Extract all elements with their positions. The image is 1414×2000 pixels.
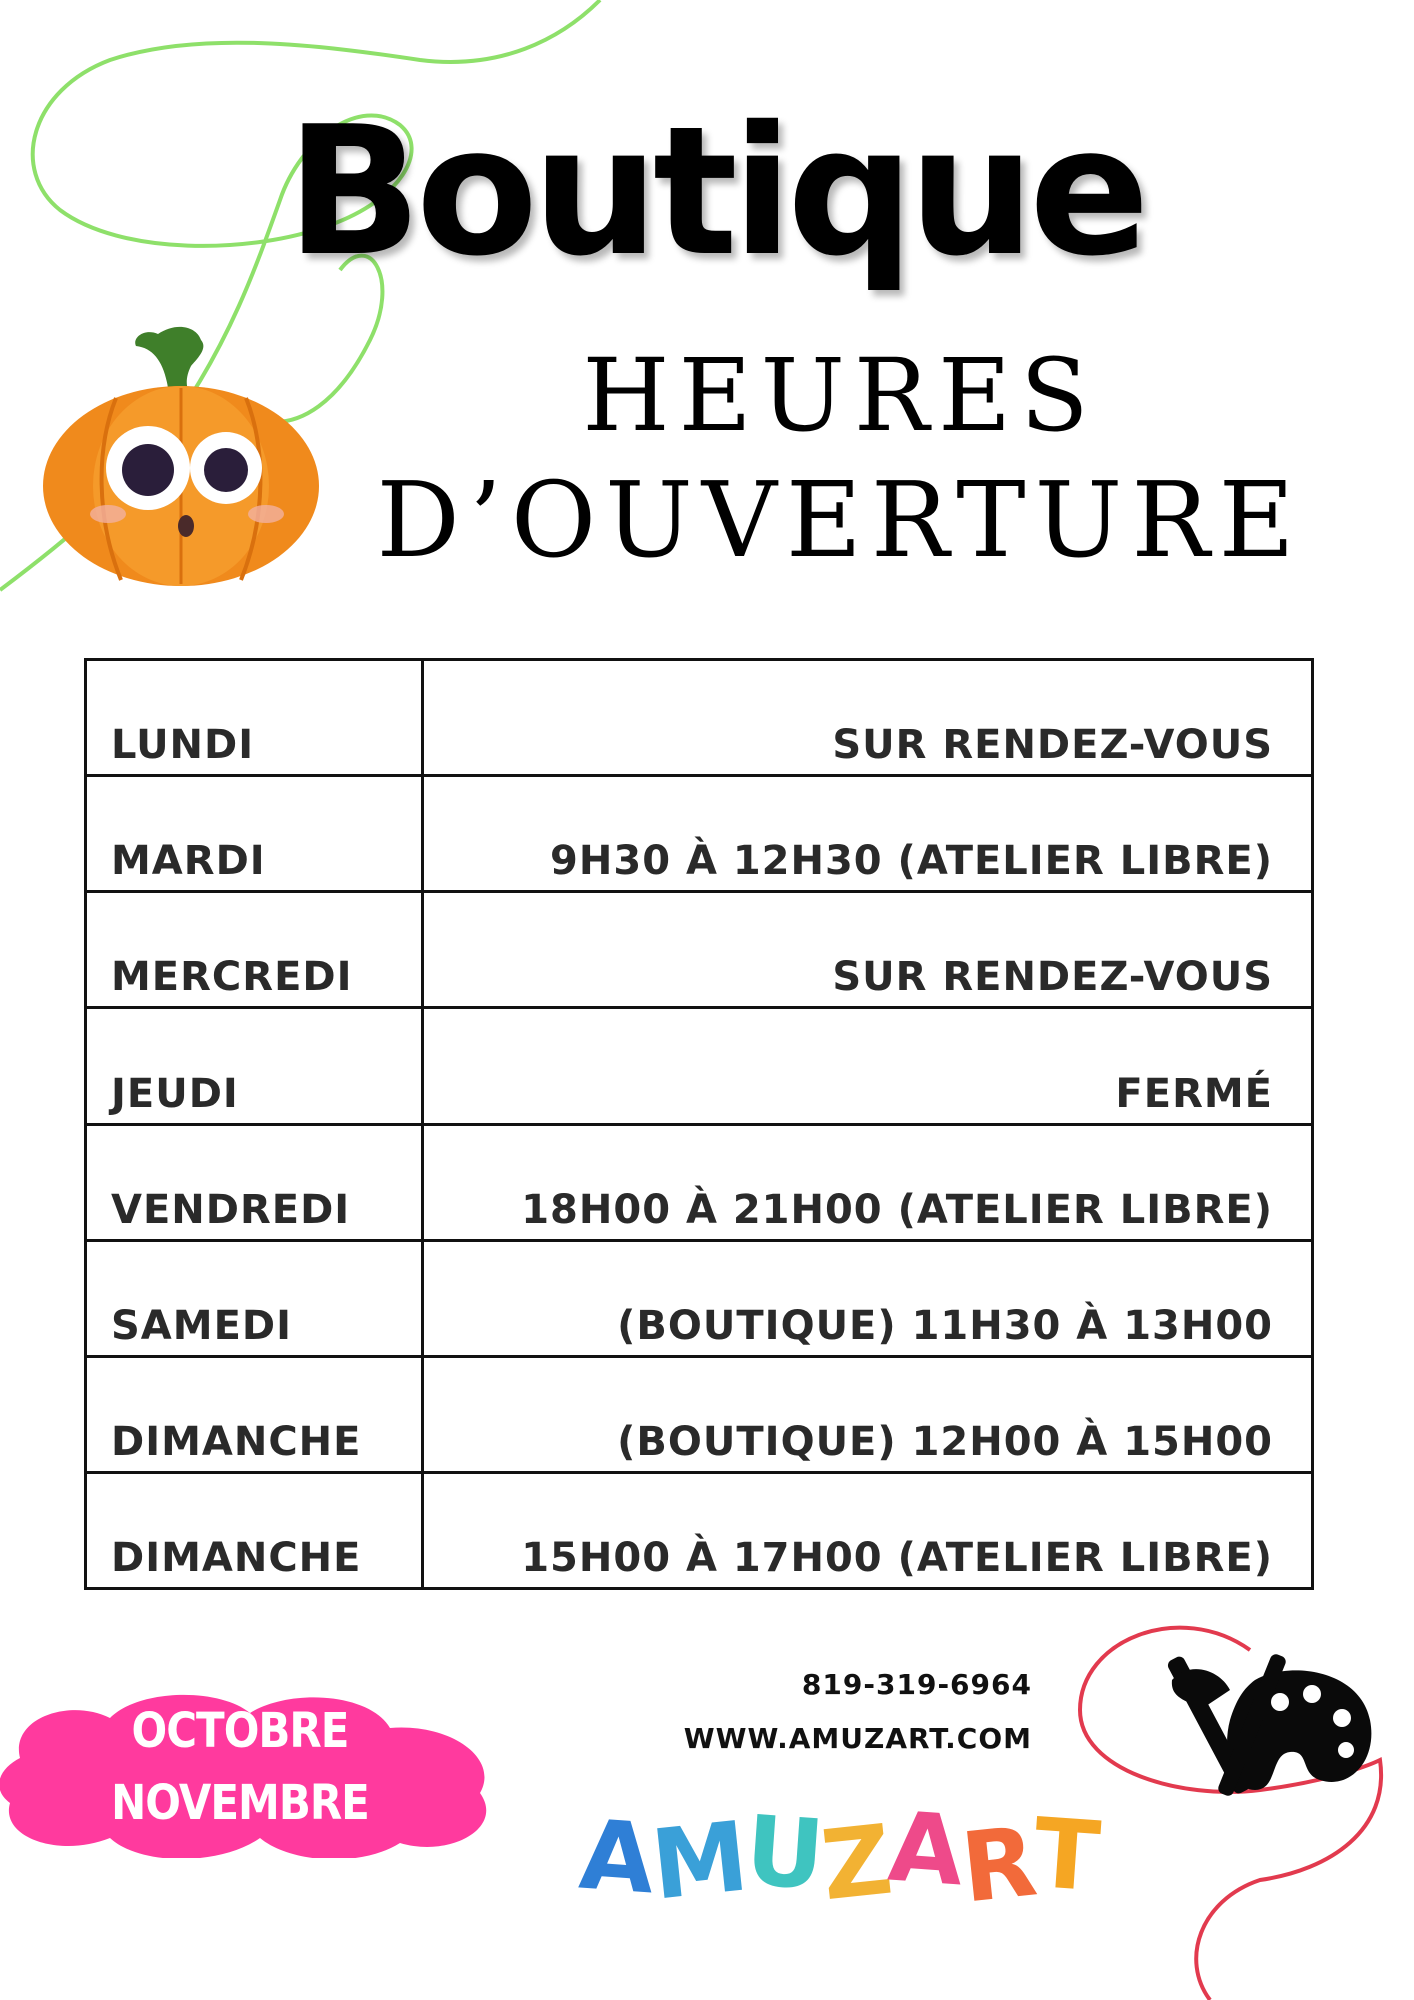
logo-letter: Z	[816, 1803, 896, 1923]
table-row	[86, 1356, 1313, 1472]
table-row	[86, 892, 1313, 1008]
logo-letter: T	[1029, 1796, 1101, 1914]
table-row	[86, 1124, 1313, 1240]
opening-hours-table	[84, 658, 1314, 1590]
table-row	[86, 1472, 1313, 1588]
table-row	[86, 660, 1313, 776]
hours-cell: 18H00 À 21H00 (ATELIER LIBRE)	[423, 1124, 1313, 1240]
month-november: NOVEMBRE	[111, 1774, 369, 1831]
day-cell: VENDREDI	[86, 1124, 423, 1240]
day-cell: DIMANCHE	[86, 1472, 423, 1588]
hours-cell: 9H30 À 12H30 (ATELIER LIBRE)	[423, 776, 1313, 892]
hours-cell: FERMÉ	[423, 1008, 1313, 1124]
page-title: Boutique	[286, 88, 1144, 295]
website-link[interactable]: WWW.AMUZART.COM	[683, 1722, 1032, 1755]
logo-letter: U	[742, 1794, 826, 1912]
palette-brush-icon	[1160, 1640, 1380, 1820]
month-october: OCTOBRE	[131, 1702, 349, 1759]
amuzart-logo	[576, 1790, 1101, 1925]
hours-cell: (BOUTIQUE) 11H30 À 13H00	[423, 1240, 1313, 1356]
table-row	[86, 1240, 1313, 1356]
day-cell: SAMEDI	[86, 1240, 423, 1356]
pumpkin-icon	[36, 318, 326, 590]
logo-letter: A	[885, 1790, 966, 1908]
logo-letter: A	[576, 1798, 657, 1916]
subtitle-line-2: D’OUVERTURE	[376, 459, 1304, 581]
hours-cell: (BOUTIQUE) 12H00 À 15H00	[423, 1356, 1313, 1472]
logo-letter: M	[646, 1800, 752, 1922]
phone-number: 819-319-6964	[801, 1668, 1032, 1701]
hours-cell: SUR RENDEZ-VOUS	[423, 660, 1313, 776]
day-cell: JEUDI	[86, 1008, 423, 1124]
table-row	[86, 776, 1313, 892]
hours-cell: SUR RENDEZ-VOUS	[423, 892, 1313, 1008]
subtitle-line-1: HEURES	[582, 337, 1098, 454]
day-cell: MARDI	[86, 776, 423, 892]
table-row	[86, 1008, 1313, 1124]
day-cell: MERCREDI	[86, 892, 423, 1008]
logo-letter: R	[956, 1805, 1040, 1925]
hours-cell: 15H00 À 17H00 (ATELIER LIBRE)	[423, 1472, 1313, 1588]
day-cell: LUNDI	[86, 660, 423, 776]
day-cell: DIMANCHE	[86, 1356, 423, 1472]
